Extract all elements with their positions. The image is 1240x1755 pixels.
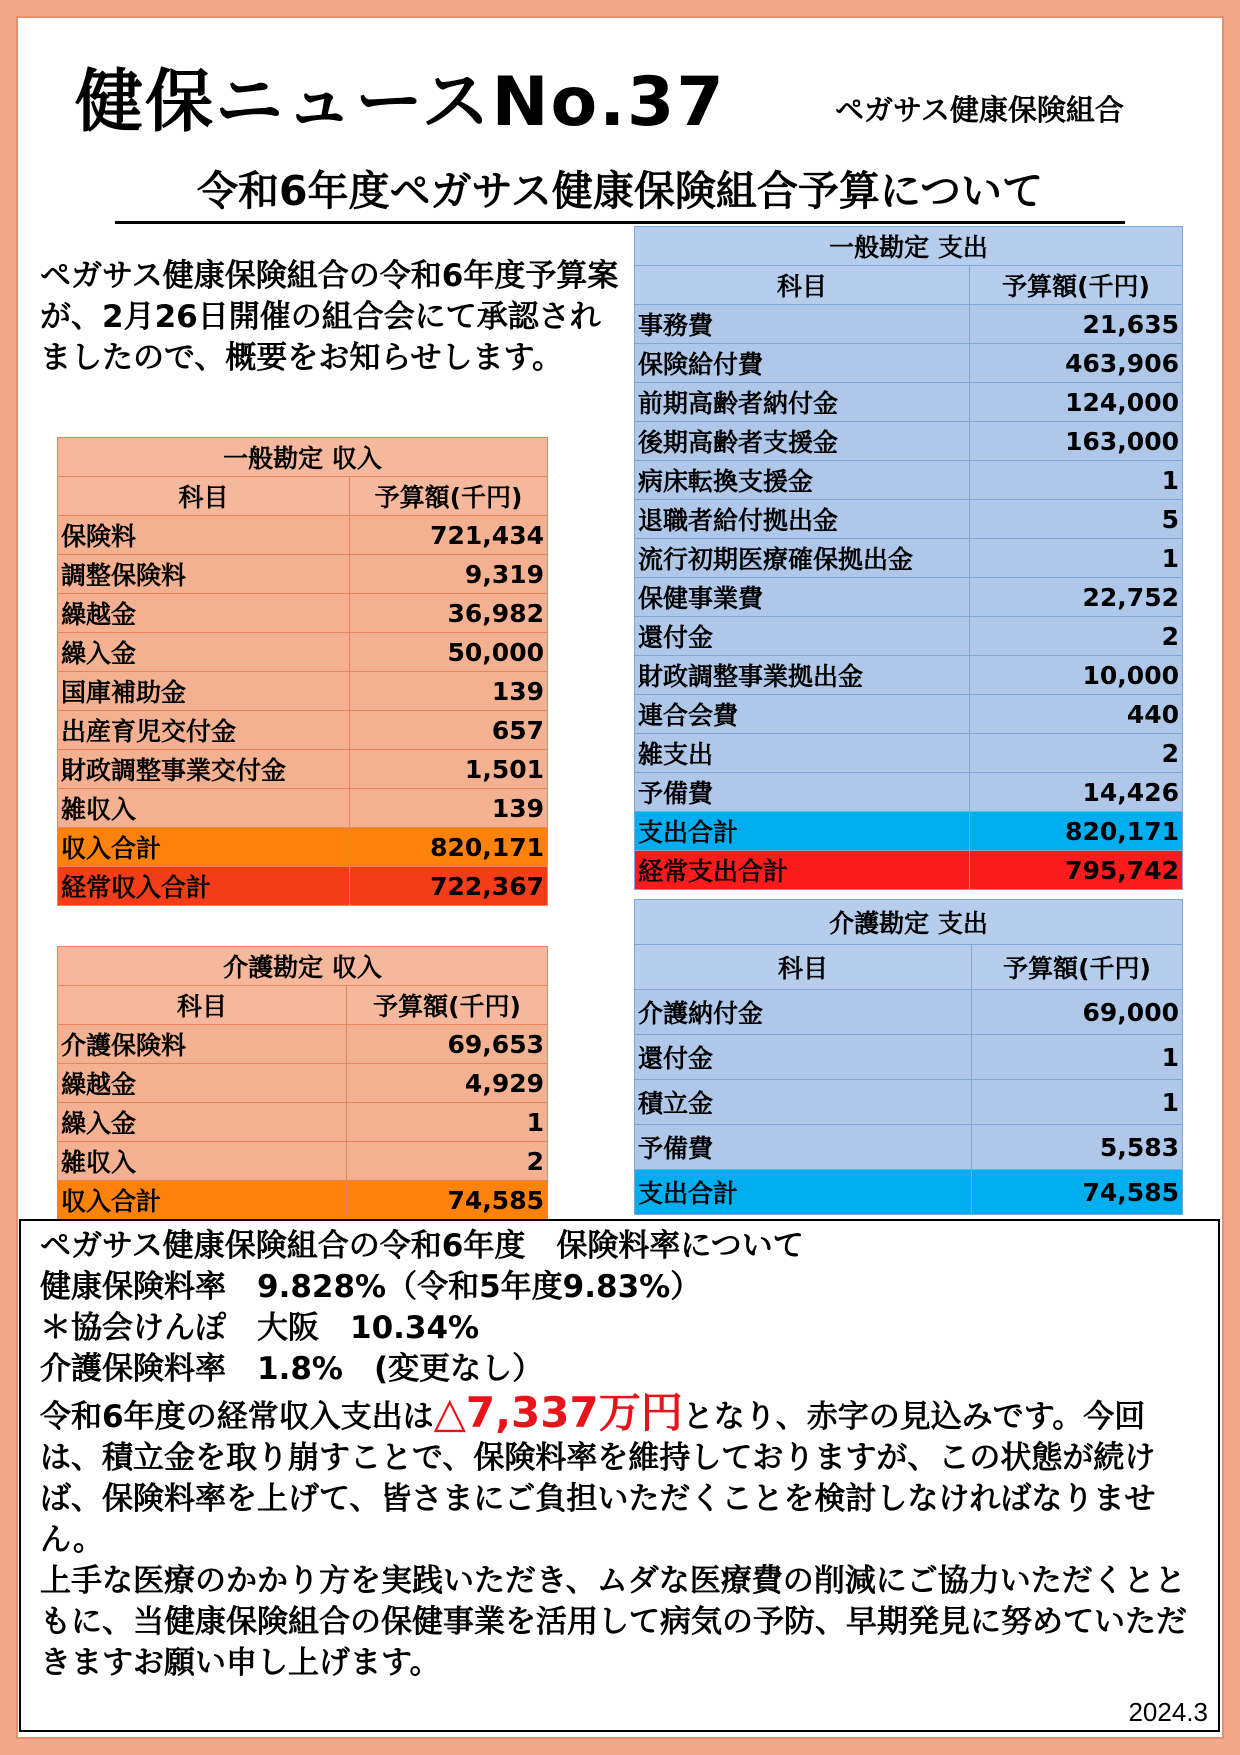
table-row — [58, 1064, 548, 1103]
table-row — [58, 516, 548, 555]
column-header-item: 科目 — [58, 986, 347, 1025]
issue-date: 2024.3 — [1128, 1697, 1208, 1727]
item-cell: 介護納付金 — [635, 990, 972, 1035]
total-amount: 74,585 — [972, 1170, 1183, 1215]
table-header-row — [635, 945, 1183, 990]
request-paragraph: 上手な医療のかかり方を実践いただき、ムダな医療費の削減にご協力いただくとともに、当健康保険組合の保健事業を活用して病気の予防、早期発見に努めていただきますお願い申し上げます。 — [40, 1563, 1187, 1681]
table-row — [58, 594, 548, 633]
table-row — [635, 500, 1183, 539]
amount-cell: 69,653 — [347, 1025, 548, 1064]
amount-cell: 1 — [347, 1103, 548, 1142]
item-cell: 繰入金 — [58, 633, 350, 672]
table-row — [635, 305, 1183, 344]
table-caption-row — [58, 438, 548, 477]
total-amount: 74,585 — [347, 1181, 548, 1220]
amount-cell: 463,906 — [970, 344, 1183, 383]
amount-cell: 22,752 — [970, 578, 1183, 617]
amount-cell: 14,426 — [970, 773, 1183, 812]
amount-cell: 124,000 — [970, 383, 1183, 422]
table-row — [635, 695, 1183, 734]
item-cell: 財政調整事業拠出金 — [635, 656, 970, 695]
table-caption: 介護勘定 支出 — [635, 900, 1183, 945]
table-row — [58, 633, 548, 672]
table-row — [635, 578, 1183, 617]
regular-total-row — [58, 867, 548, 906]
amount-cell: 1 — [972, 1080, 1183, 1125]
table-header-row — [635, 266, 1183, 305]
table-caption-row — [58, 947, 548, 986]
amount-cell: 9,319 — [350, 555, 548, 594]
item-cell: 病床転換支援金 — [635, 461, 970, 500]
item-cell: 出産育児交付金 — [58, 711, 350, 750]
table-row — [635, 344, 1183, 383]
amount-cell: 69,000 — [972, 990, 1183, 1035]
item-cell: 流行初期医療確保拠出金 — [635, 539, 970, 578]
deficit-paragraph — [40, 1388, 1200, 1561]
amount-cell: 440 — [970, 695, 1183, 734]
item-cell: 雑収入 — [58, 789, 350, 828]
intro-text: ペガサス健康保険組合の令和6年度予算案が、2月26日開催の組合会にて承認されましたので、概要をお知らせします。 — [40, 258, 619, 376]
item-cell: 連合会費 — [635, 695, 970, 734]
item-cell: 国庫補助金 — [58, 672, 350, 711]
table-row — [58, 1025, 548, 1064]
care-insurance-rate: 介護保険料率 1.8% (変更なし） — [40, 1351, 544, 1387]
regular-total-amount: 722,367 — [350, 867, 548, 906]
total-label: 支出合計 — [635, 812, 970, 851]
table-row — [58, 750, 548, 789]
regular-total-row — [635, 851, 1183, 890]
column-header-amount: 予算額(千円) — [970, 266, 1183, 305]
table-header-row — [58, 986, 548, 1025]
total-row — [58, 828, 548, 867]
item-cell: 退職者給付拠出金 — [635, 500, 970, 539]
item-cell: 介護保険料 — [58, 1025, 347, 1064]
item-cell: 財政調整事業交付金 — [58, 750, 350, 789]
page-subtitle: 令和6年度ペガサス健康保険組合予算について — [115, 158, 1125, 224]
column-header-item: 科目 — [635, 266, 970, 305]
amount-cell: 721,434 — [350, 516, 548, 555]
item-cell: 前期高齢者納付金 — [635, 383, 970, 422]
item-cell: 還付金 — [635, 1035, 972, 1080]
amount-cell: 5,583 — [972, 1125, 1183, 1170]
table-row — [58, 1142, 548, 1181]
item-cell: 雑支出 — [635, 734, 970, 773]
table-caption-row — [635, 227, 1183, 266]
premium-rate-notice — [19, 1219, 1220, 1732]
table-caption: 介護勘定 収入 — [58, 947, 548, 986]
amount-cell: 2 — [347, 1142, 548, 1181]
regular-total-label: 経常支出合計 — [635, 851, 970, 890]
table-row — [58, 789, 548, 828]
table-row — [635, 656, 1183, 695]
amount-cell: 657 — [350, 711, 548, 750]
total-row — [635, 812, 1183, 851]
table-caption: 一般勘定 収入 — [58, 438, 548, 477]
table-row — [635, 617, 1183, 656]
column-header-amount: 予算額(千円) — [350, 477, 548, 516]
table-row — [58, 1103, 548, 1142]
amount-cell: 5 — [970, 500, 1183, 539]
amount-cell: 139 — [350, 672, 548, 711]
table-row — [58, 711, 548, 750]
amount-cell: 2 — [970, 617, 1183, 656]
column-header-amount: 予算額(千円) — [347, 986, 548, 1025]
table-header-row — [58, 477, 548, 516]
amount-cell: 139 — [350, 789, 548, 828]
amount-cell: 10,000 — [970, 656, 1183, 695]
amount-cell: 1 — [970, 539, 1183, 578]
kyokai-kenpo-rate: ＊協会けんぽ 大阪 10.34% — [40, 1310, 480, 1346]
item-cell: 繰越金 — [58, 1064, 347, 1103]
column-header-amount: 予算額(千円) — [972, 945, 1183, 990]
table-row — [635, 539, 1183, 578]
amount-cell: 1 — [970, 461, 1183, 500]
organization-name: ペガサス健康保険組合 — [835, 93, 1124, 127]
table-row — [635, 383, 1183, 422]
regular-total-label: 経常収入合計 — [58, 867, 350, 906]
amount-cell: 36,982 — [350, 594, 548, 633]
table-row — [635, 422, 1183, 461]
table-row — [635, 1080, 1183, 1125]
amount-cell: 1 — [972, 1035, 1183, 1080]
amount-cell: 4,929 — [347, 1064, 548, 1103]
item-cell: 保険料 — [58, 516, 350, 555]
table-row — [635, 734, 1183, 773]
item-cell: 保健事業費 — [635, 578, 970, 617]
regular-total-amount: 795,742 — [970, 851, 1183, 890]
notice-heading: ペガサス健康保険組合の令和6年度 保険料率について — [40, 1228, 804, 1264]
column-header-item: 科目 — [635, 945, 972, 990]
item-cell: 還付金 — [635, 617, 970, 656]
table-row — [635, 1035, 1183, 1080]
table-caption-row — [635, 900, 1183, 945]
total-label: 収入合計 — [58, 828, 350, 867]
item-cell: 予備費 — [635, 1125, 972, 1170]
amount-cell: 163,000 — [970, 422, 1183, 461]
item-cell: 繰越金 — [58, 594, 350, 633]
table-row — [635, 1125, 1183, 1170]
total-amount: 820,171 — [970, 812, 1183, 851]
item-cell: 後期高齢者支援金 — [635, 422, 970, 461]
table-row — [635, 773, 1183, 812]
deficit-text-rest: となり、赤字の見込みです。今回は、積立金を取り崩すことで、保険料率を維持しておりますが、この状態が続けば、保険料率を上げて、皆さまにご負担いただくことを検討しなければなりません。 — [40, 1399, 1156, 1558]
item-cell: 積立金 — [635, 1080, 972, 1125]
item-cell: 保険給付費 — [635, 344, 970, 383]
care-income-table — [57, 946, 548, 1220]
deficit-amount: △7,337万円 — [433, 1388, 683, 1437]
page-title: 健保ニュースNo.37 — [75, 63, 726, 142]
table-row — [58, 555, 548, 594]
item-cell: 予備費 — [635, 773, 970, 812]
total-row — [58, 1181, 548, 1220]
item-cell: 繰入金 — [58, 1103, 347, 1142]
table-row — [635, 461, 1183, 500]
table-row — [635, 990, 1183, 1035]
total-row — [635, 1170, 1183, 1215]
item-cell: 雑収入 — [58, 1142, 347, 1181]
total-amount: 820,171 — [350, 828, 548, 867]
care-expense-table — [634, 899, 1183, 1215]
general-expense-table — [634, 226, 1183, 890]
amount-cell: 1,501 — [350, 750, 548, 789]
table-caption: 一般勘定 支出 — [635, 227, 1183, 266]
amount-cell: 50,000 — [350, 633, 548, 672]
item-cell: 事務費 — [635, 305, 970, 344]
general-income-table — [57, 437, 548, 906]
total-label: 収入合計 — [58, 1181, 347, 1220]
amount-cell: 21,635 — [970, 305, 1183, 344]
table-row — [58, 672, 548, 711]
health-insurance-rate: 健康保険料率 9.828%（令和5年度9.83%） — [40, 1269, 702, 1305]
amount-cell: 2 — [970, 734, 1183, 773]
item-cell: 調整保険料 — [58, 555, 350, 594]
column-header-item: 科目 — [58, 477, 350, 516]
deficit-text-prefix: 令和6年度の経常収入支出は — [40, 1399, 434, 1435]
total-label: 支出合計 — [635, 1170, 972, 1215]
